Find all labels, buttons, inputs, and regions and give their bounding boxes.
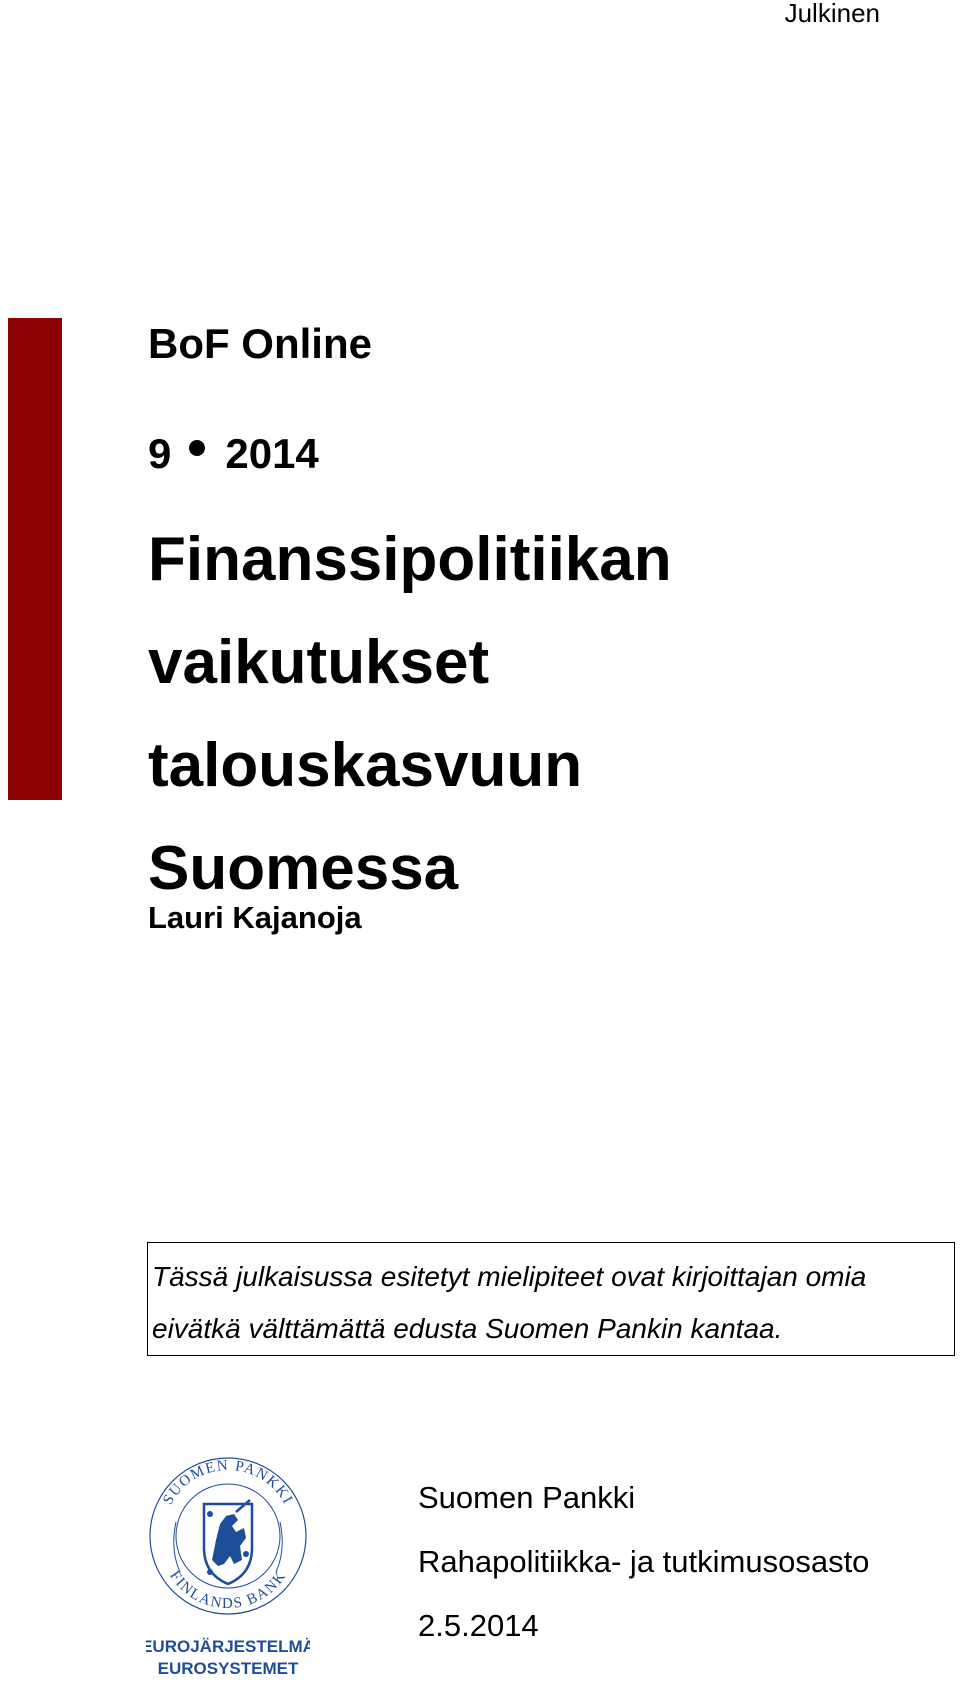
publisher-name: Suomen Pankki (418, 1480, 636, 1515)
publication-date: 2.5.2014 (418, 1608, 539, 1643)
disclaimer-box (147, 1242, 955, 1356)
issue-year: 2014 (225, 430, 319, 477)
disclaimer-line-2: eivätkä välttämättä edusta Suomen Pankin kantaa. (152, 1313, 783, 1344)
lion-shield-icon (204, 1500, 252, 1584)
logo-text-eurosystemet: EUROSYSTEMET (157, 1659, 299, 1678)
publisher-block (418, 1480, 869, 1672)
title-line-2: vaikutukset talouskasvuun (148, 628, 583, 800)
issue-number: 9 (148, 430, 172, 477)
series-name: BoF Online (148, 320, 372, 367)
bank-seal-icon (146, 1452, 310, 1682)
disclaimer-line-1: Tässä julkaisussa esitetyt mielipiteet ovat kirjoittajan omia (152, 1261, 867, 1292)
bullet-icon (189, 440, 205, 456)
bank-logo (146, 1452, 310, 1682)
author-name: Lauri Kajanoja (148, 900, 362, 935)
title-line-1: Finanssipolitiikan (148, 525, 672, 594)
accent-bar (8, 318, 62, 800)
classification-label: Julkinen (784, 0, 880, 28)
seal-top-text: SUOMEN PANKKI (160, 1457, 296, 1508)
issue-line (148, 430, 319, 478)
title-line-3: Suomessa (148, 834, 459, 903)
svg-text:SUOMEN PANKKI (160, 1458, 296, 1508)
seal-bottom-text: FINLANDS BANK (166, 1568, 290, 1613)
publisher-department: Rahapolitiikka- ja tutkimusosasto (418, 1544, 870, 1579)
logo-text-eurojarjestelma: EUROJÄRJESTELMÄ (146, 1637, 310, 1656)
publication-title (148, 508, 938, 920)
